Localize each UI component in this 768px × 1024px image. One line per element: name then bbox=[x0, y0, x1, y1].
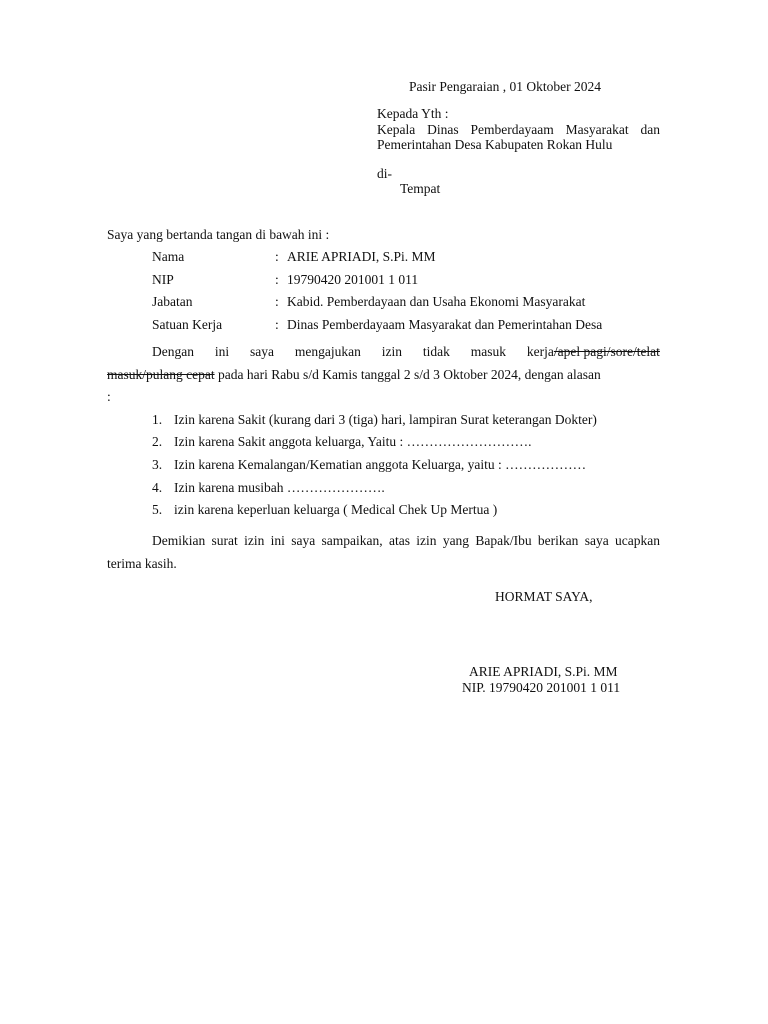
request-line-2 bbox=[107, 367, 601, 383]
identity-colon: : bbox=[275, 317, 279, 332]
list-text: Izin karena Kemalangan/Kematian anggota Keluarga, yaitu : ……………… bbox=[174, 457, 587, 472]
list-number: 4. bbox=[152, 480, 163, 495]
list-number: 5. bbox=[152, 502, 163, 517]
request-line-3: : bbox=[107, 389, 111, 404]
request-word: Dengan bbox=[152, 344, 194, 359]
closing-paragraph: Demikian surat izin ini saya sampaikan, atas izin yang Bapak/Ibu berikan saya ucapkan terima kasih. bbox=[107, 533, 660, 571]
recipient-greeting: Kepada Yth : bbox=[377, 106, 449, 121]
request-word-kerja: kerja bbox=[526, 344, 554, 359]
list-text: Izin karena Sakit anggota keluarga, Yaitu : ………………………. bbox=[174, 434, 532, 449]
identity-value: 19790420 201001 1 011 bbox=[287, 272, 419, 287]
recipient-line-1: Kepala Dinas Pemberdayaam Masyarakat dan bbox=[377, 122, 660, 137]
identity-colon: : bbox=[275, 249, 279, 264]
struck-text: /apel pagi/sore/telat bbox=[553, 344, 660, 359]
request-word: mengajukan bbox=[294, 344, 361, 359]
identity-label: Jabatan bbox=[152, 294, 193, 309]
signoff: HORMAT SAYA, bbox=[495, 589, 593, 604]
place-date: Pasir Pengaraian , 01 Oktober 2024 bbox=[409, 79, 601, 94]
struck-text: masuk/pulang cepat bbox=[107, 367, 215, 382]
request-word: masuk bbox=[470, 344, 506, 359]
request-kerja-group bbox=[527, 344, 660, 360]
identity-colon: : bbox=[275, 272, 279, 287]
request-word: izin bbox=[381, 344, 402, 359]
request-word: tidak bbox=[422, 344, 450, 359]
identity-colon: : bbox=[275, 294, 279, 309]
identity-label: Nama bbox=[152, 249, 185, 264]
identity-label: Satuan Kerja bbox=[152, 317, 223, 332]
recipient-di: di- bbox=[377, 166, 392, 181]
list-number: 3. bbox=[152, 457, 163, 472]
list-text: Izin karena musibah …………………. bbox=[174, 480, 385, 495]
request-line-1 bbox=[152, 344, 660, 360]
request-text: pada hari Rabu s/d Kamis tanggal 2 s/d 3 Oktober 2024, dengan alasan bbox=[214, 367, 601, 382]
intro-text: Saya yang bertanda tangan di bawah ini : bbox=[107, 227, 330, 242]
signer-nip: NIP. 19790420 201001 1 011 bbox=[462, 680, 621, 695]
list-number: 1. bbox=[152, 412, 163, 427]
identity-value: Dinas Pemberdayaam Masyarakat dan Pemerintahan Desa bbox=[287, 317, 603, 332]
signer-name: ARIE APRIADI, S.Pi. MM bbox=[469, 664, 618, 679]
recipient-line-2: Pemerintahan Desa Kabupaten Rokan Hulu bbox=[377, 137, 613, 152]
list-number: 2. bbox=[152, 434, 163, 449]
identity-value: ARIE APRIADI, S.Pi. MM bbox=[287, 249, 436, 264]
request-word: ini bbox=[214, 344, 230, 359]
list-text: Izin karena Sakit (kurang dari 3 (tiga) hari, lampiran Surat keterangan Dokter) bbox=[174, 412, 597, 427]
identity-value: Kabid. Pemberdayaan dan Usaha Ekonomi Masyarakat bbox=[287, 294, 586, 309]
request-word: saya bbox=[250, 344, 274, 359]
identity-label: NIP bbox=[152, 272, 174, 287]
recipient-tempat: Tempat bbox=[400, 181, 441, 196]
list-text: izin karena keperluan keluarga ( Medical Chek Up Mertua ) bbox=[174, 502, 498, 517]
